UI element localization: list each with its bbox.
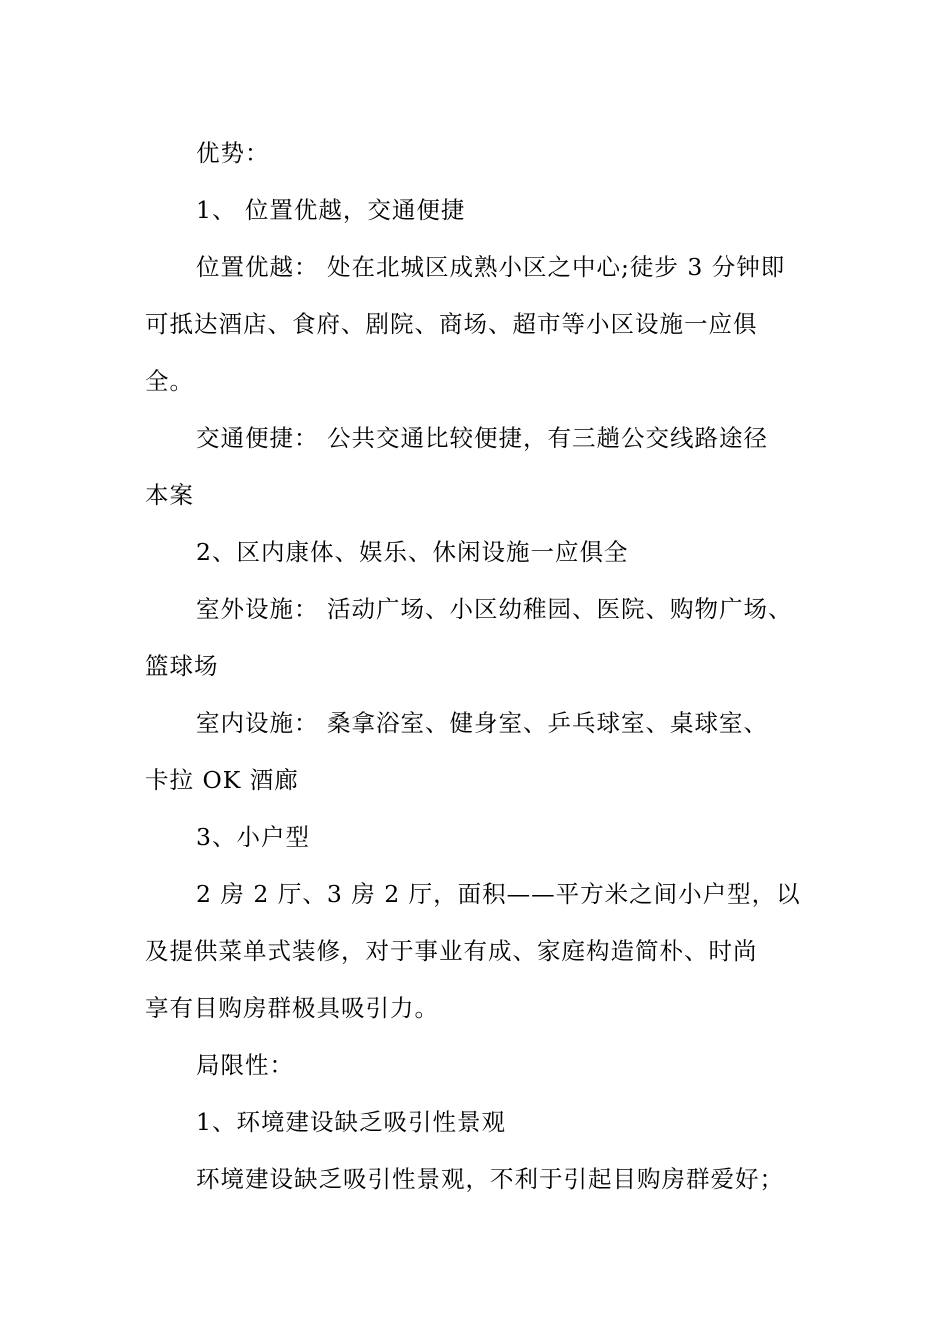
paragraph-line: 及提供菜单式装修，对于事业有成、家庭构造简朴、时尚 (145, 937, 758, 965)
item-3-title: 3、小户型 (196, 823, 310, 851)
limitation-1-title: 1、环境建设缺乏吸引性景观 (196, 1108, 506, 1136)
paragraph-line: 环境建设缺乏吸引性景观，不利于引起目购房群爱好； (196, 1165, 784, 1193)
paragraph-line: 位置优越： 处在北城区成熟小区之中心;徒步 3 分钟即 (196, 253, 786, 281)
paragraph-line: 享有目购房群极具吸引力。 (145, 994, 439, 1022)
paragraph-line: 可抵达酒店、食府、剧院、商场、超市等小区设施一应俱 (145, 310, 758, 338)
heading-limitations: 局限性： (196, 1051, 294, 1079)
heading-advantages: 优势： (196, 139, 270, 167)
paragraph-line: 本案 (145, 481, 194, 509)
paragraph-line: 室外设施： 活动广场、小区幼稚园、医院、购物广场、 (196, 595, 793, 623)
item-1-title: 1、 位置优越，交通便捷 (196, 196, 466, 224)
paragraph-line: 2 房 2 厅、3 房 2 厅，面积——平方米之间小户型，以 (196, 880, 801, 908)
paragraph-line: 室内设施： 桑拿浴室、健身室、乒乓球室、桌球室、 (196, 709, 768, 737)
paragraph-line: 全。 (145, 367, 194, 395)
paragraph-line: 卡拉 OK 酒廊 (145, 766, 299, 794)
paragraph-line: 篮球场 (145, 652, 219, 680)
paragraph-line: 交通便捷： 公共交通比较便捷，有三趟公交线路途径 (196, 424, 768, 452)
item-2-title: 2、区内康体、娱乐、休闲设施一应俱全 (196, 538, 629, 566)
